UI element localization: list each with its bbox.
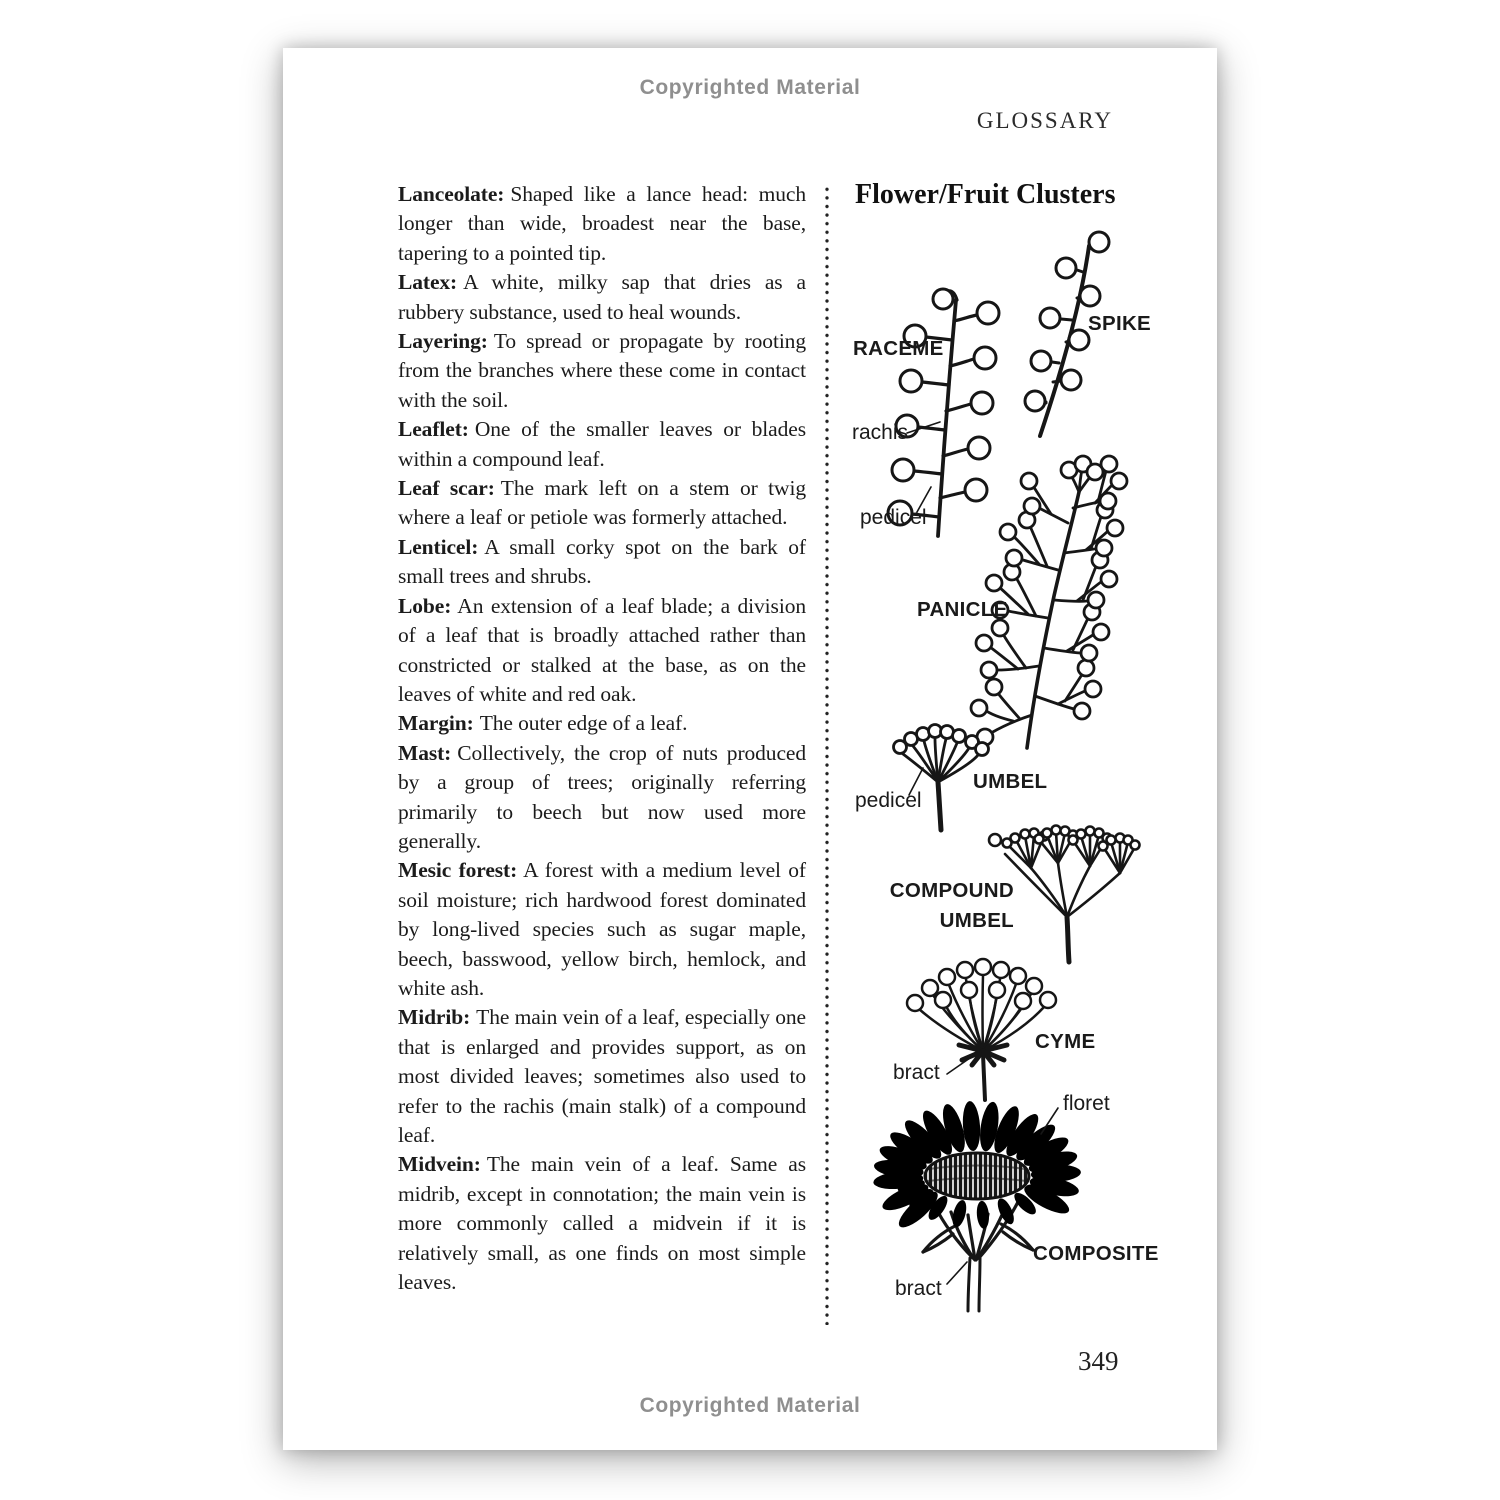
glossary-term: Lobe: — [398, 593, 452, 618]
bract-label-cyme: bract — [893, 1061, 940, 1084]
glossary-definition: The main vein of a leaf, especially one that is enlarged and provides support, as on most divided leaves; sometimes also used to refer to the rachis (main stalk) of a compound leaf. — [398, 1005, 806, 1147]
glossary-term: Midvein: — [398, 1152, 481, 1177]
floret-label: floret — [1063, 1092, 1110, 1115]
glossary-entry — [398, 415, 806, 474]
glossary-definition: To spread or propagate by rooting from the branches where these come in contact with the soil. — [398, 329, 806, 412]
page-number: 349 — [1078, 1346, 1119, 1376]
glossary-definition: A small corky spot on the bark of small trees and shrubs. — [398, 534, 806, 589]
pedicel-label-raceme: pedicel — [860, 506, 927, 529]
glossary-entry — [398, 180, 806, 268]
glossary-entry — [398, 327, 806, 415]
rachis-label: rachis — [852, 421, 909, 444]
glossary-term: Leaflet: — [398, 417, 469, 442]
glossary-term: Lanceolate: — [398, 182, 505, 206]
glossary-entry — [398, 1003, 806, 1150]
compound-umbel-label: COMPOUND UMBEL — [889, 879, 1014, 932]
spike-label: SPIKE — [1088, 312, 1152, 335]
glossary-entry — [398, 739, 806, 857]
glossary-entry — [398, 474, 806, 533]
glossary-definition: Collectively, the crop of nuts produced by a group of trees; originally referring primarily to beech but now used more generally. — [398, 740, 806, 853]
umbel-label: UMBEL — [973, 770, 1048, 793]
glossary-term: Mesic forest: — [398, 858, 518, 883]
book-page — [283, 48, 1217, 1450]
glossary-definition: The outer edge of a leaf. — [479, 711, 688, 736]
glossary-term: Lenticel: — [398, 534, 479, 559]
glossary-entry — [398, 1150, 806, 1297]
glossary-entry — [398, 268, 806, 327]
glossary-definition: Shaped like a lance head: much longer than wide, broadest near the base, tapering to a pointed tip. — [398, 182, 806, 265]
panicle-label: PANICLE — [917, 598, 1008, 621]
glossary-definition: A white, milky sap that dries as a rubbery substance, used to heal wounds. — [398, 270, 806, 324]
running-head: GLOSSARY — [976, 108, 1113, 133]
glossary-entry — [398, 592, 806, 710]
glossary-entry — [398, 533, 806, 592]
glossary-definition: The main vein of a leaf. Same as midrib, except in connotation; the main vein is more commonly called a midvein if it is relatively small, as one finds on most simple leaves. — [398, 1152, 806, 1295]
raceme-label: RACEME — [853, 337, 944, 360]
glossary-definition: One of the smaller leaves or blades within a compound leaf. — [398, 417, 806, 471]
glossary-definition: An extension of a leaf blade; a division of a leaf that is broadly attached rather than constricted or stalked at the base, as on the leaves of white and red oak. — [398, 593, 806, 706]
glossary-entry — [398, 856, 806, 1003]
bract-label-composite: bract — [895, 1277, 942, 1300]
cyme-label: CYME — [1035, 1030, 1096, 1053]
composite-label: COMPOSITE — [1033, 1242, 1159, 1265]
glossary-term: Midrib: — [398, 1005, 471, 1030]
glossary-term: Margin: — [398, 711, 474, 736]
copyright-notice-top: Copyrighted Material — [639, 76, 861, 99]
column-divider-dotted-rule — [825, 185, 829, 1325]
glossary-definition: The mark left on a stem or twig where a leaf or petiole was formerly attached. — [398, 476, 807, 530]
raceme-illustration — [888, 289, 999, 536]
glossary-definition: A forest with a medium level of soil moisture; rich hardwood forest dominated by long-lived species such as sugar maple, beech, basswood, yellow birch, hemlock, and white ash. — [398, 858, 806, 1000]
pedicel-label-umbel: pedicel — [855, 789, 922, 812]
copyright-notice-bottom: Copyrighted Material — [639, 1394, 861, 1417]
glossary-term: Mast: — [398, 740, 452, 765]
figure-title: Flower/Fruit Clusters — [855, 179, 1116, 210]
glossary-term: Layering: — [398, 329, 488, 354]
glossary-term: Latex: — [398, 270, 458, 295]
glossary-term: Leaf scar: — [398, 476, 495, 501]
glossary-column — [398, 180, 806, 1297]
glossary-entry — [398, 709, 806, 738]
